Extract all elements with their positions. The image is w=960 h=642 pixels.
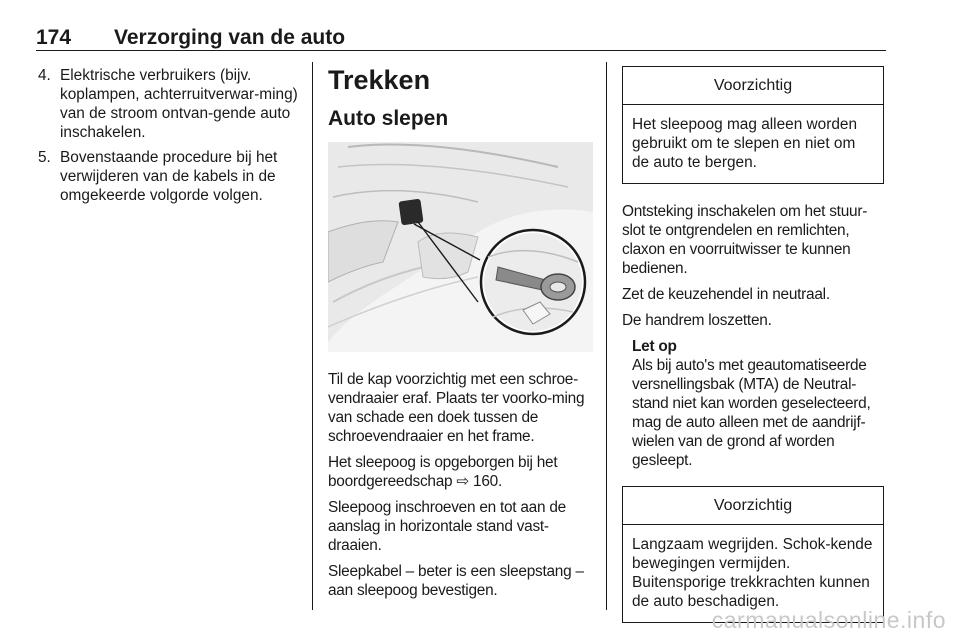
step-number: 5. [38,149,51,166]
middle-column [328,64,593,607]
section-heading: Trekken [328,65,431,95]
note-text: Als bij auto's met geautomatiseerde versnellingsbak (MTA) de Neutral-stand niet kan worden geselecteerd, mag de auto alleen met de aandrijf-wielen van de grond af worden gesleept. [632,357,871,469]
list-item [38,148,300,205]
left-column [38,66,300,211]
page-header [36,24,886,51]
body-paragraph: Sleepkabel – beter is een sleepstang – aan sleepoog bevestigen. [328,563,584,599]
note-title: Let op [632,338,677,355]
caution-box [622,486,884,623]
body-paragraph: Sleepoog inschroeven en tot aan de aanslag in horizontale stand vast-draaien. [328,499,566,554]
section-subheading: Auto slepen [328,107,449,130]
note-block [622,337,884,470]
column-divider [606,62,607,610]
watermark: carmanualsonline.info [711,607,946,633]
body-paragraph: Het sleepoog is opgeborgen bij het boordgereedschap ⇨ 160. [328,454,558,490]
step-text: Elektrische verbruikers (bijv. koplampen, achterruitverwar-ming) van de stroom ontvan-gende auto inschakelen. [60,67,298,141]
caution-title: Voorzichtig [623,487,883,525]
column-divider [312,62,313,610]
right-column [622,66,884,623]
body-paragraph: De handrem loszetten. [622,312,772,329]
step-text: Bovenstaande procedure bij het verwijderen van de kabels in de omgekeerde volgorde volgen. [60,149,278,204]
tow-eye-illustration [328,142,593,352]
body-paragraph: Til de kap voorzichtig met een schroe-vendraaier eraf. Plaats ter voorko-ming van schade een doek tussen de schroevendraaier en het frame. [328,371,585,445]
caution-text: Langzaam wegrijden. Schok-kende bewegingen vermijden. Buitensporige trekkrachten kunnen de auto beschadigen. [632,536,873,610]
caution-box [622,66,884,184]
list-item [38,66,300,142]
caution-text: Het sleepoog mag alleen worden gebruikt om te slepen en niet om de auto te bergen. [632,116,858,171]
body-paragraph: Zet de keuzehendel in neutraal. [622,286,830,303]
caution-title: Voorzichtig [623,67,883,105]
body-paragraph: Ontsteking inschakelen om het stuur-slot te ontgrendelen en remlichten, claxon en voorruitwisser te kunnen bedienen. [622,203,868,277]
step-number: 4. [38,67,51,84]
page-title: Verzorging van de auto [114,26,346,49]
page-number: 174 [36,26,72,49]
